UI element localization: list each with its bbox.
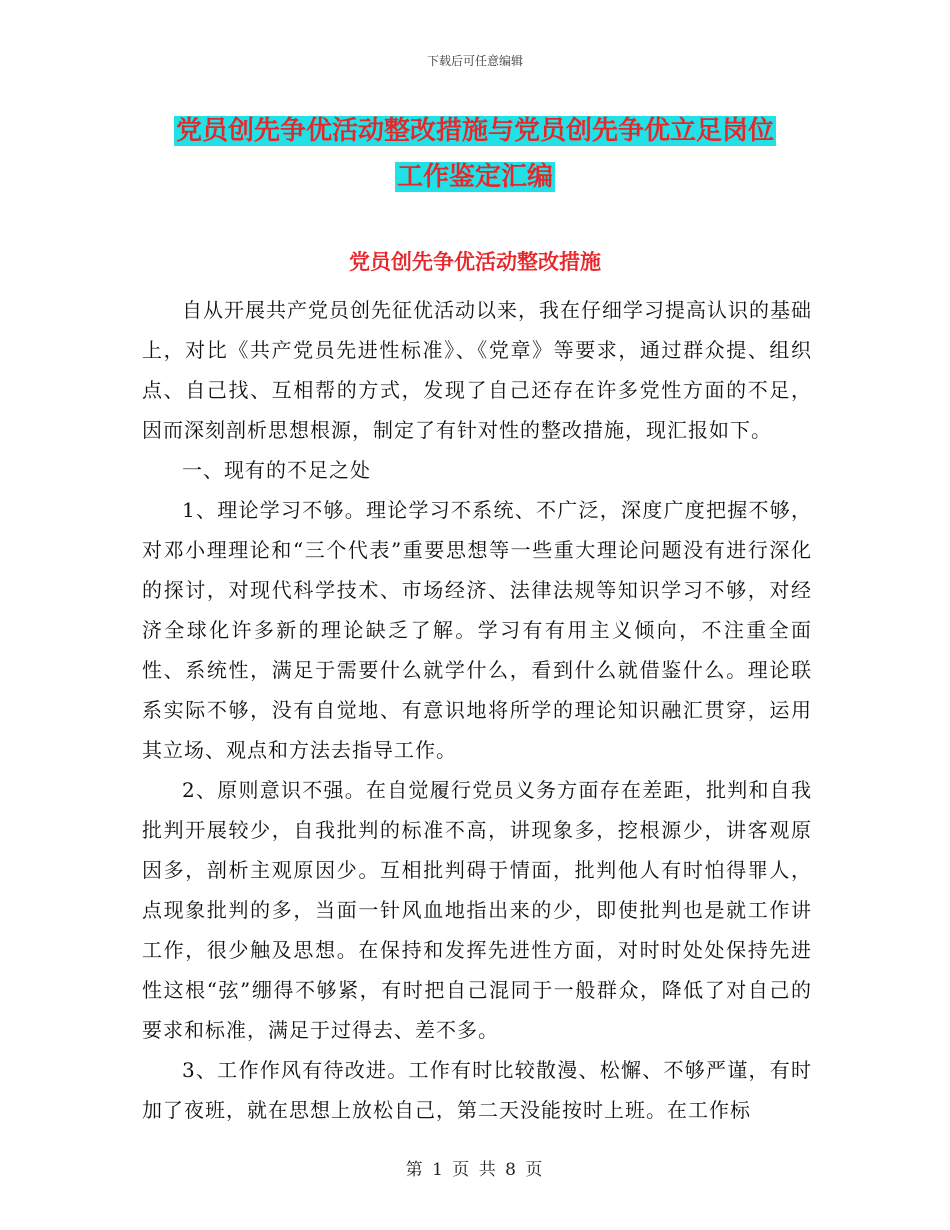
paragraph-heading-shortcomings: 一、现有的不足之处 — [182, 458, 371, 482]
page-header-note: 下载后可任意编辑 — [426, 54, 523, 68]
document-body — [142, 290, 812, 1130]
section-title: 党员创先争优活动整改措施 — [349, 250, 601, 274]
paragraph-item-3: 3、工作作风有待改进。工作有时比较散漫、松懈、不够严谨，有时加了夜班，就在思想上放松自己，第二天没能按时上班。在工作标 — [142, 1058, 812, 1122]
document-title — [0, 108, 950, 200]
document-title-line-1: 党员创先争优活动整改措施与党员创先争优立足岗位 — [175, 116, 774, 146]
paragraph-intro: 自从开展共产党员创先征优活动以来，我在仔细学习提高认识的基础上，对比《共产党员先进性标准》、《党章》等要求，通过群众提、组织点、自己找、互相帮的方式，发现了自己还存在许多党性方面的不足，因而深刻剖析思想根源，制定了有针对性的整改措施，现汇报如下。 — [142, 298, 812, 442]
document-title-line-2: 工作鉴定汇编 — [396, 162, 553, 192]
page-footer-number: 第 1 页 共 8 页 — [405, 1160, 545, 1180]
paragraph-item-2: 2、原则意识不强。在自觉履行党员义务方面存在差距，批判和自我批判开展较少，自我批判的标准不高，讲现象多，挖根源少，讲客观原因多，剖析主观原因少。互相批判碍于情面，批判他人有时怕得罪人，点现象批判的多，当面一针风血地指出来的少，即使批判也是就工作讲工作，很少触及思想。在保持和发挥先进性方面，对时时处处保持先进性这根“弦”绷得不够紧，有时把自己混同于一般群众，降低了对自己的要求和标准，满足于过得去、差不多。 — [142, 778, 812, 1042]
paragraph-item-1: 1、理论学习不够。理论学习不系统、不广泛，深度广度把握不够，对邓小理理论和“三个代表”重要思想等一些重大理论问题没有进行深化的探讨，对现代科学技术、市场经济、法律法规等知识学习不够，对经济全球化许多新的理论缺乏了解。学习有有用主义倾向，不注重全面性、系统性，满足于需要什么就学什么，看到什么就借鉴什么。理论联系实际不够，没有自觉地、有意识地将所学的理论知识融汇贯穿，运用其立场、观点和方法去指导工作。 — [142, 498, 812, 762]
